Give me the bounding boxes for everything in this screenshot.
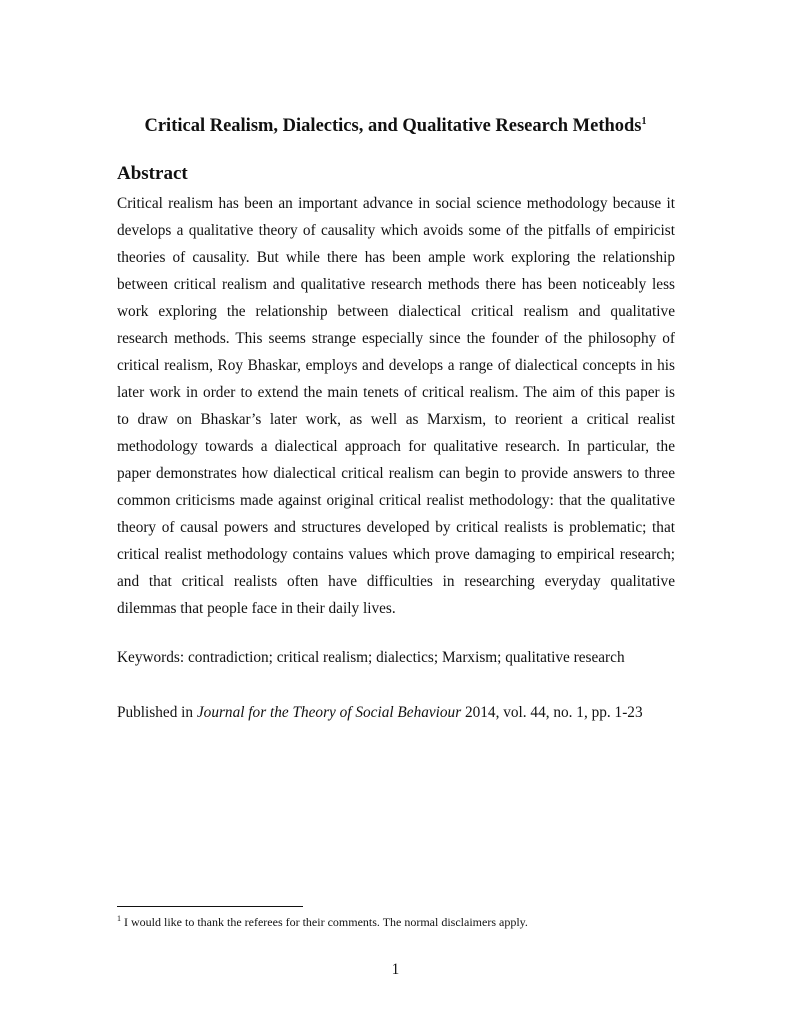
publication-details: 2014, vol. 44, no. 1, pp. 1-23: [461, 704, 643, 721]
footnote-divider: [117, 906, 303, 907]
abstract-line: and that critical realists often have difficulties in researching everyday qualitative: [117, 573, 675, 590]
abstract-heading: Abstract: [117, 163, 188, 184]
paper-title: [0, 113, 791, 139]
page-number: 1: [391, 961, 400, 978]
abstract-line: Critical realism has been an important advance in social science methodology because it: [117, 195, 675, 212]
abstract-line: theory of causal powers and structures developed by critical realists is problematic; that: [117, 519, 675, 536]
abstract-body: [117, 190, 675, 622]
footnote-marker: 1: [117, 914, 121, 923]
abstract-line: dilemmas that people face in their daily lives.: [117, 600, 396, 617]
abstract-line: critical realism, Roy Bhaskar, employs and develops a range of dialectical concepts in his: [117, 357, 675, 374]
footnote-text: I would like to thank the referees for their comments. The normal disclaimers apply.: [121, 915, 528, 929]
abstract-line: methodology towards a dialectical approach for qualitative research. In particular, the: [117, 438, 675, 455]
abstract-line: to draw on Bhaskar’s later work, as well as Marxism, to reorient a critical realist: [117, 411, 675, 428]
publication-info: [117, 701, 643, 725]
abstract-line: critical realist methodology contains values which prove damaging to empirical research;: [117, 546, 675, 563]
abstract-line: develops a qualitative theory of causality which avoids some of the pitfalls of empiricist: [117, 222, 675, 239]
journal-name: Journal for the Theory of Social Behaviour: [196, 704, 462, 721]
footnote: [117, 914, 528, 930]
publication-prefix: Published in: [117, 704, 197, 721]
abstract-line: between critical realism and qualitative research methods there has been noticeably less: [117, 276, 675, 293]
abstract-line: common criticisms made against original critical realist methodology: that the qualitative: [117, 492, 675, 509]
abstract-line: work exploring the relationship between dialectical critical realism and qualitative: [117, 303, 675, 320]
abstract-line: research methods. This seems strange especially since the founder of the philosophy of: [117, 330, 675, 347]
abstract-line: later work in order to extend the main tenets of critical realism. The aim of this paper is: [117, 384, 675, 401]
abstract-line: theories of causality. But while there has been ample work exploring the relationship: [117, 249, 675, 266]
paper-title-text: Critical Realism, Dialectics, and Qualitative Research Methods: [144, 116, 642, 136]
keywords: Keywords: contradiction; critical realism; dialectics; Marxism; qualitative research: [117, 649, 625, 666]
title-footnote-marker[interactable]: 1: [641, 115, 647, 127]
abstract-line: paper demonstrates how dialectical critical realism can begin to provide answers to three: [117, 465, 675, 482]
